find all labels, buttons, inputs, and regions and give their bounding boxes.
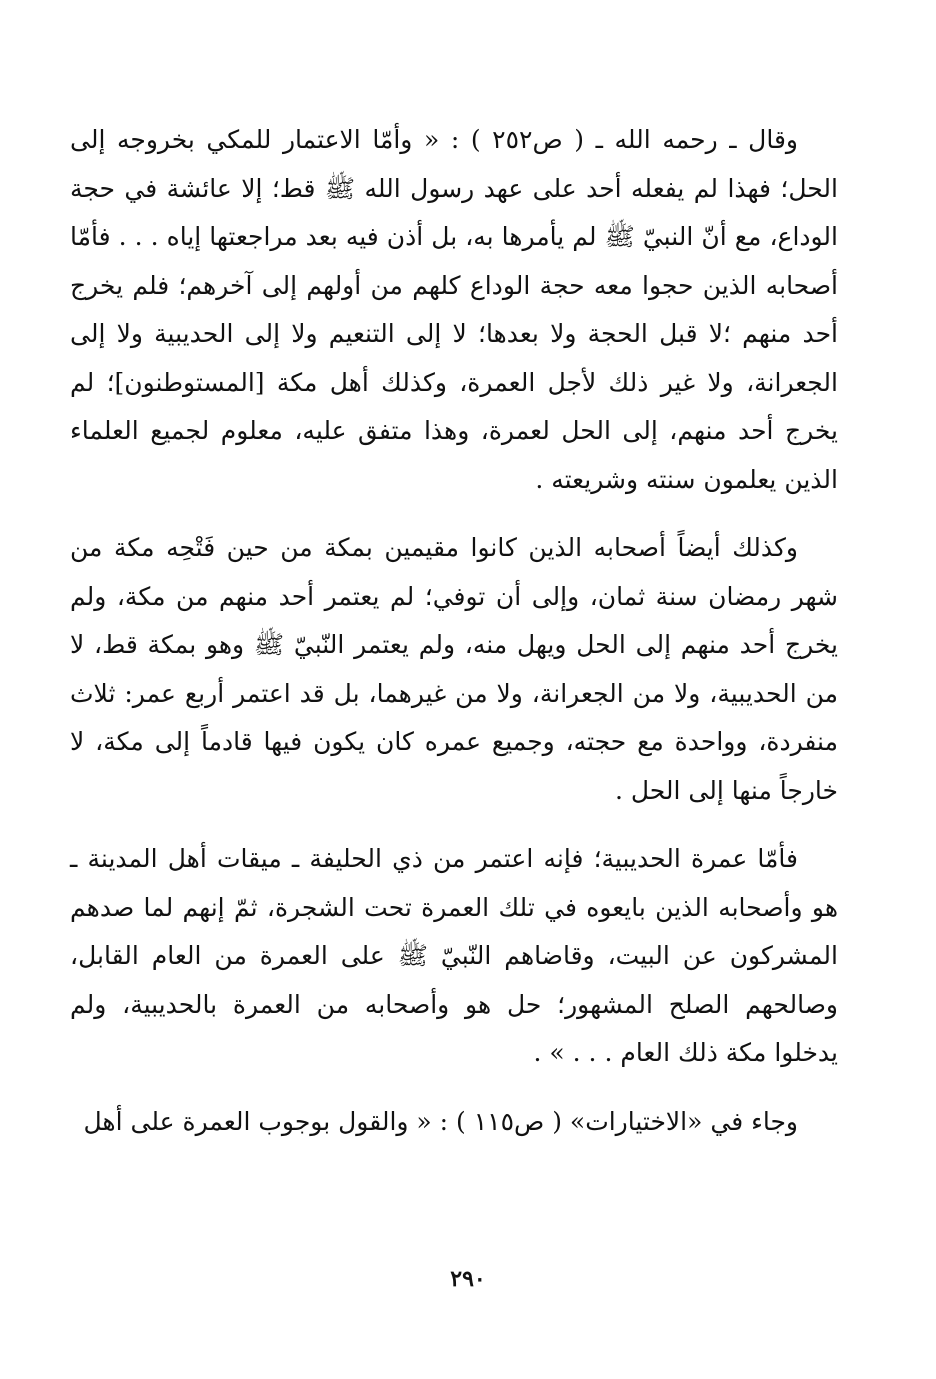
paragraph-1: وقال ـ رحمه الله ـ ( ص٢٥٢ ) : « وأمّا الاعتمار للمكي بخروجه إلى الحل؛ فهذا لم يفعله أحد على عهد رسول الله ﷺ قط؛ إلا عائشة في حجة الوداع، مع أنّ النبيّ ﷺ لم يأمرها به، بل أذن فيه بعد مراجعتها إياه . . . فأمّا أصحابه الذين حجوا معه حجة الوداع كلهم من أولهم إلى آخرهم؛ فلم يخرج أحد منهم ؛لا قبل الحجة ولا بعدها؛ لا إلى التنعيم ولا إلى الحديبية ولا إلى الجعرانة، ولا غير ذلك لأجل العمرة، وكذلك أهل مكة [المستوطنون]؛ لم يخرج أحد منهم، إلى الحل لعمرة، وهذا متفق عليه، معلوم لجميع العلماء الذين يعلمون سنته وشريعته . xyxy=(70,125,838,494)
paragraph-4: وجاء في «الاختيارات» ( ص١١٥ ) : « والقول بوجوب العمرة على أهل xyxy=(83,1106,798,1136)
page-number: ٢٩٠ xyxy=(450,1266,486,1292)
paragraph-3: فأمّا عمرة الحديبية؛ فإنه اعتمر من ذي الحليفة ـ ميقات أهل المدينة ـ هو وأصحابه الذين بايعوه في تلك العمرة تحت الشجرة، ثمّ إنهم لما صدهم المشركون عن البيت، وقاضاهم النّبيّ ﷺ على العمرة من العام القابل، وصالحهم الصلح المشهور؛ حل هو وأصحابه من العمرة بالحديبية، ولم يدخلوا مكة ذلك العام . . . » . xyxy=(70,844,838,1067)
body-text xyxy=(70,116,838,1166)
paragraph-2: وكذلك أيضاً أصحابه الذين كانوا مقيمين بمكة من حين فَتْحِه مكة من شهر رمضان سنة ثمان، وإلى أن توفي؛ لم يعتمر أحد منهم من مكة، ولم يخرج أحد منهم إلى الحل ويهل منه، ولم يعتمر النّبيّ ﷺ وهو بمكة قط، لا من الحديبية، ولا من الجعرانة، ولا من غيرهما، بل قد اعتمر أربع عمر: ثلاث منفردة، وواحدة مع حجته، وجميع عمره كان يكون فيها قادماً إلى مكة، لا خارجاً منها إلى الحل . xyxy=(70,533,838,805)
